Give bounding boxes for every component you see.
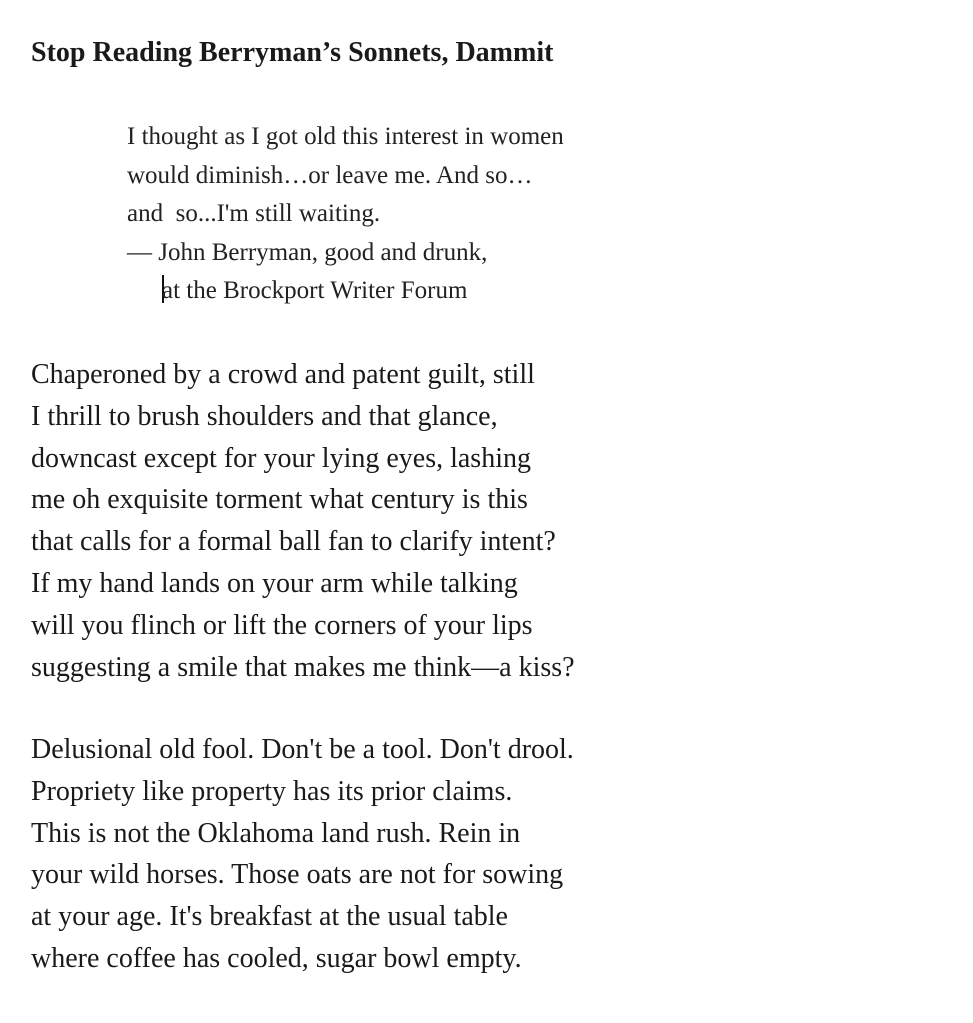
poem-line: Propriety like property has its prior claims. [31, 775, 513, 807]
epigraph-attribution-source[interactable] [127, 272, 564, 311]
poem-line: downcast except for your lying eyes, lashing [31, 442, 531, 474]
poem-line: Chaperoned by a crowd and patent guilt, still [31, 359, 535, 390]
poem-line: where coffee has cooled, sugar bowl empty. [31, 942, 522, 974]
epigraph-attribution: — John Berryman, good and drunk, [127, 238, 488, 266]
poem-line: Delusional old fool. Don't be a tool. Don't drool. [31, 734, 574, 765]
stanza-2 [31, 729, 574, 980]
epigraph-line: and so...I'm still waiting. [127, 200, 381, 227]
epigraph-line: would diminish…or leave me. And so… [127, 161, 533, 189]
epigraph-line: I thought as I got old this interest in women [127, 123, 564, 150]
poem-line: This is not the Oklahoma land rush. Rein in [31, 817, 521, 849]
epigraph [127, 118, 564, 311]
poem-line: suggesting a smile that makes me think—a kiss? [31, 651, 575, 683]
poem-line: I thrill to brush shoulders and that glance, [31, 400, 498, 432]
poem-title: Stop Reading Berryman’s Sonnets, Dammit [31, 37, 554, 68]
poem-line: me oh exquisite torment what century is this [31, 484, 528, 516]
epigraph-attribution-source-text: at the Brockport Writer Forum [162, 277, 468, 304]
poem-line: at your age. It's breakfast at the usual table [31, 901, 508, 933]
poem-line: If my hand lands on your arm while talking [31, 567, 518, 599]
poem-line: that calls for a formal ball fan to clarify intent? [31, 526, 556, 558]
poem-line: will you flinch or lift the corners of your lips [31, 609, 533, 641]
poem-line: your wild horses. Those oats are not for sowing [31, 859, 564, 891]
stanza-1 [31, 354, 575, 688]
